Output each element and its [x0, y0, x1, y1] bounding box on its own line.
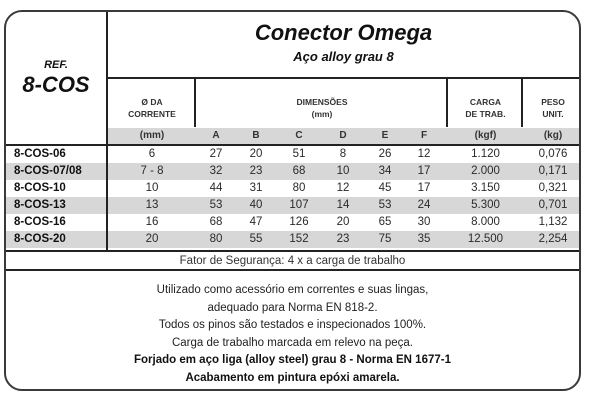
row-diameter: 10	[145, 182, 159, 194]
table-bottom-divider	[6, 250, 579, 252]
row-weight: 0,321	[538, 182, 568, 194]
row-weight: 0,076	[538, 148, 568, 160]
row-weight: 0,701	[538, 199, 568, 211]
header-dimensions-line2: (mm)	[311, 109, 333, 119]
unit-diameter: (mm)	[139, 130, 165, 141]
header-load	[448, 88, 523, 128]
header-diameter-line1: Ø DA	[141, 97, 163, 107]
header-diameter	[108, 88, 196, 128]
row-c: 51	[292, 148, 306, 160]
row-a: 32	[209, 165, 223, 177]
row-diameter: 20	[145, 233, 159, 245]
note-line: adequado para Norma EN 818-2.	[207, 301, 378, 314]
row-c: 80	[292, 182, 306, 194]
row-e: 26	[378, 148, 392, 160]
row-a: 68	[209, 216, 223, 228]
row-b: 40	[249, 199, 263, 211]
row-a: 53	[209, 199, 223, 211]
table-row	[6, 197, 579, 214]
row-e: 45	[378, 182, 392, 194]
row-b: 23	[249, 165, 263, 177]
row-ref: 8-COS-13	[14, 199, 66, 211]
note-line: Todos os pinos são testados e inspecionados 100%.	[158, 319, 427, 331]
row-f: 17	[417, 182, 431, 194]
note-line: Utilizado como acessório em correntes e suas lingas,	[156, 284, 429, 296]
header-divider	[6, 144, 579, 146]
sub-F: F	[420, 130, 428, 141]
sub-B: B	[252, 130, 260, 141]
table-row	[6, 231, 579, 248]
row-weight: 0,171	[538, 165, 568, 177]
row-e: 75	[378, 233, 392, 245]
row-b: 55	[249, 233, 263, 245]
row-ref: 8-COS-16	[14, 216, 66, 228]
row-ref: 8-COS-10	[14, 182, 66, 194]
note-line-bold: Forjado em aço liga (alloy steel) grau 8 - Norma EN 1677-1	[134, 354, 451, 366]
row-f: 17	[417, 165, 431, 177]
dimensions-divider	[446, 77, 448, 127]
header-weight-line2: UNIT.	[542, 109, 564, 119]
row-ref: 8-COS-20	[14, 233, 66, 245]
unit-weight: (kg)	[543, 130, 563, 141]
product-spec-card	[4, 10, 581, 391]
row-e: 65	[378, 216, 392, 228]
safety-factor: Fator de Segurança: 4 x a carga de trabalho	[179, 255, 406, 267]
row-diameter: 16	[145, 216, 159, 228]
row-d: 23	[336, 233, 350, 245]
header-weight	[523, 88, 581, 128]
diameter-divider	[194, 77, 196, 127]
row-diameter: 13	[145, 199, 159, 211]
row-ref: 8-COS-07/08	[14, 165, 82, 177]
product-title: Conector Omega	[254, 20, 433, 45]
note-line-bold: Acabamento em pintura epóxi amarela.	[185, 371, 400, 384]
row-d: 8	[339, 148, 347, 160]
row-load: 3.150	[471, 182, 500, 194]
table-row	[6, 163, 579, 180]
table-row	[6, 214, 579, 231]
row-load: 5.300	[471, 199, 500, 211]
row-d: 12	[336, 182, 350, 194]
row-f: 30	[417, 216, 431, 228]
row-b: 20	[249, 148, 263, 160]
row-e: 53	[378, 199, 392, 211]
header-load-line1: CARGA	[469, 97, 502, 107]
row-a: 80	[209, 233, 223, 245]
row-weight: 1,132	[538, 216, 568, 228]
row-load: 12.500	[467, 233, 504, 245]
sub-E: E	[381, 130, 389, 141]
title-divider	[106, 77, 579, 79]
row-d: 20	[336, 216, 350, 228]
row-c: 107	[289, 199, 309, 211]
row-diameter: 6	[148, 148, 156, 160]
note-line: Carga de trabalho marcada em relevo na peça.	[171, 336, 413, 349]
table-row	[6, 180, 579, 197]
ref-label: REF.	[44, 59, 68, 71]
unit-load: (kgf)	[474, 130, 497, 141]
row-ref: 8-COS-06	[14, 148, 66, 160]
header-weight-line1: PESO	[541, 97, 565, 107]
row-diameter: 7 - 8	[140, 165, 164, 177]
row-f: 12	[417, 148, 431, 160]
load-divider	[521, 77, 523, 127]
row-f: 24	[417, 199, 431, 211]
row-a: 44	[209, 182, 223, 194]
ref-divider	[106, 12, 108, 252]
table-row	[6, 146, 579, 163]
row-d: 14	[336, 199, 350, 211]
row-f: 35	[417, 233, 431, 245]
sub-D: D	[339, 130, 347, 141]
row-d: 10	[336, 165, 350, 177]
sub-C: C	[295, 130, 303, 141]
header-load-line2: DE TRAB.	[465, 109, 506, 119]
row-load: 8.000	[471, 216, 500, 228]
row-c: 152	[289, 233, 309, 245]
product-subtitle: Aço alloy grau 8	[293, 49, 394, 64]
row-c: 126	[289, 216, 309, 228]
sub-A: A	[212, 130, 220, 141]
row-a: 27	[209, 148, 223, 160]
header-dimensions-line1: DIMENSÕES	[296, 97, 348, 107]
ref-code: 8-COS	[22, 72, 90, 97]
row-c: 68	[292, 165, 306, 177]
row-b: 31	[249, 182, 263, 194]
header-diameter-line2: CORRENTE	[128, 109, 176, 119]
row-weight: 2,254	[538, 233, 568, 245]
row-e: 34	[378, 165, 392, 177]
row-load: 1.120	[471, 148, 500, 160]
row-b: 47	[249, 216, 263, 228]
product-notes	[6, 282, 579, 387]
row-load: 2.000	[471, 165, 500, 177]
header-dimensions	[196, 88, 448, 128]
